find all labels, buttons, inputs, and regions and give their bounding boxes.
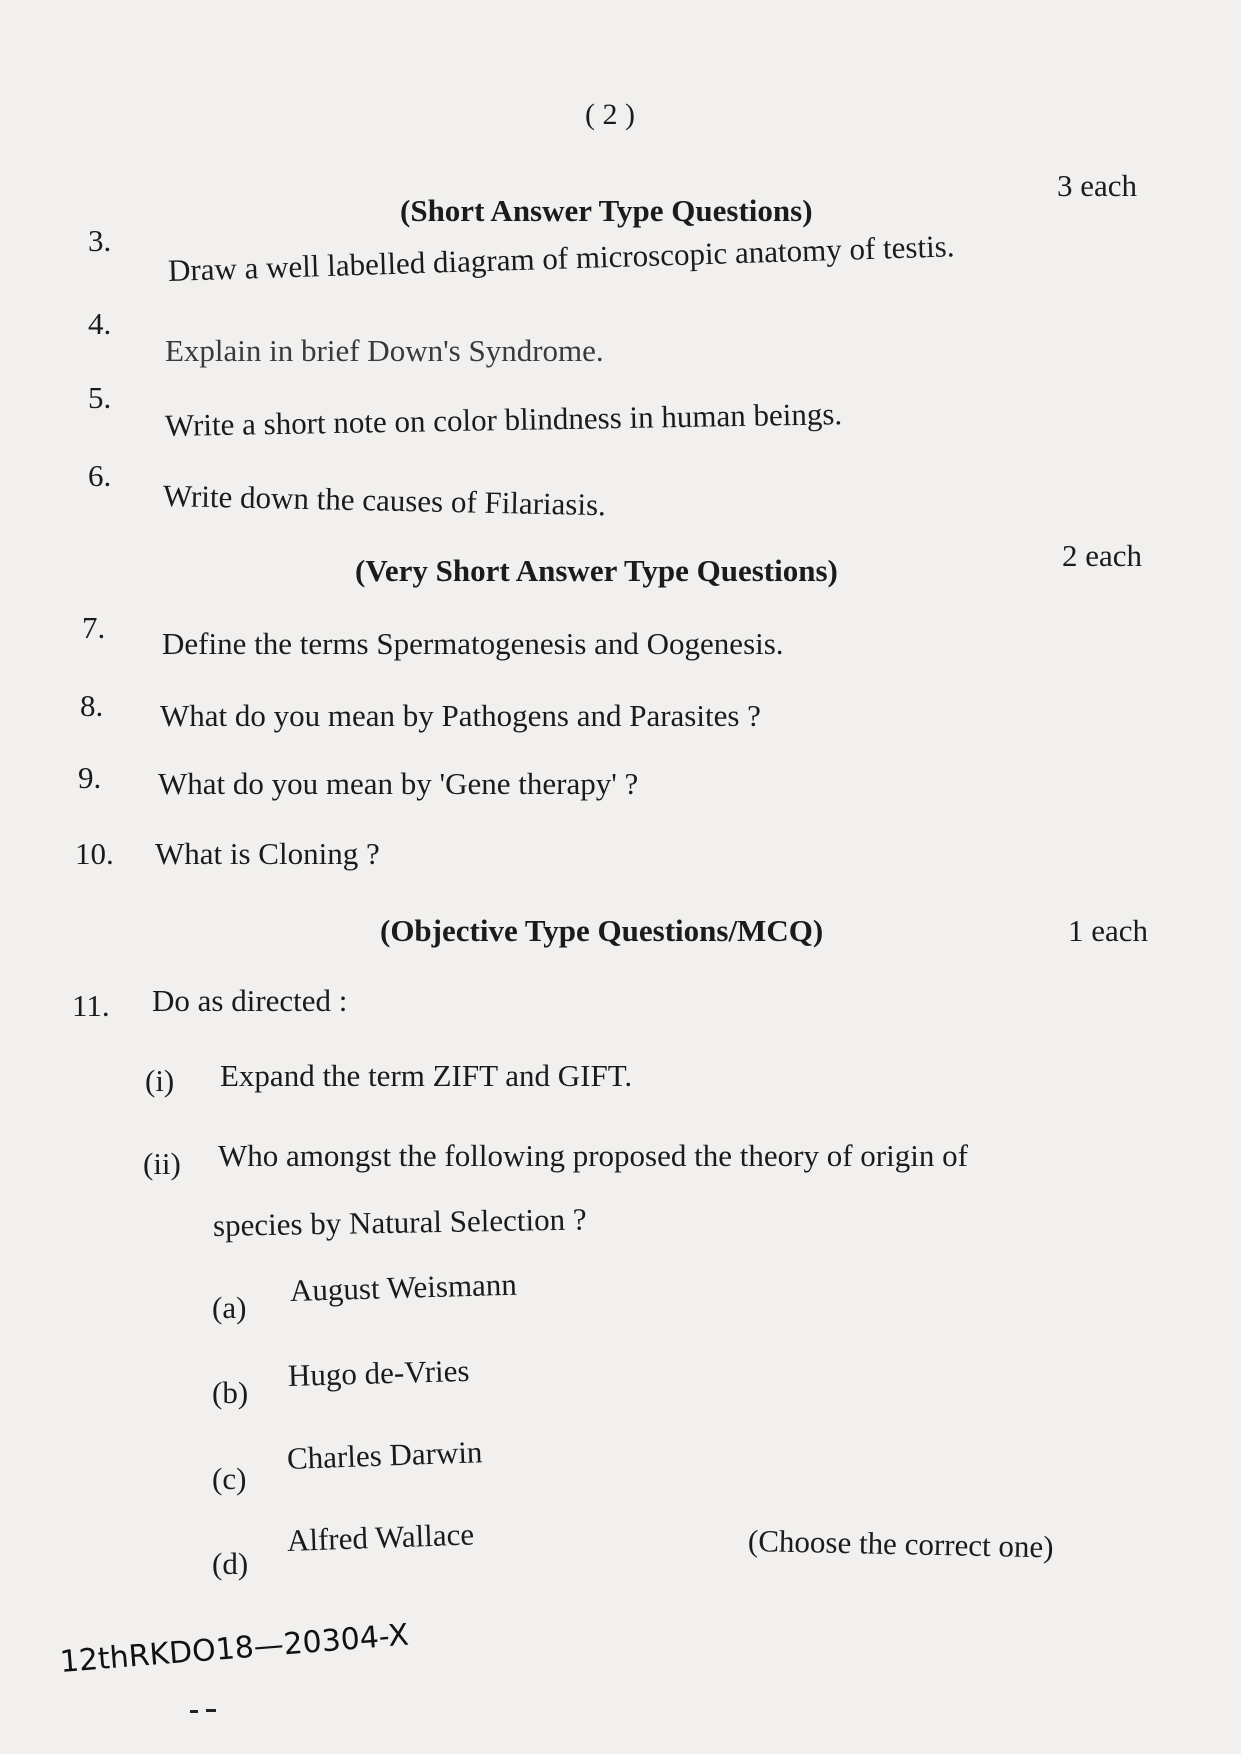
question-number: 3. [88,223,112,258]
option-text: Charles Darwin [286,1434,483,1476]
option-text: Hugo de-Vries [287,1352,470,1393]
footer-dash [206,1709,216,1712]
option-text: August Weismann [289,1266,518,1308]
question-number: 6. [88,458,112,493]
question-number: 5. [88,380,112,415]
question-text: Do as directed : [152,983,348,1018]
question-text: Write a short note on color blindness in human beings. [164,396,843,443]
paper-code: 12thRKDO18—20304-X [58,1617,410,1680]
option-label: (a) [212,1290,247,1325]
option-text: Alfred Wallace [286,1516,475,1558]
question-number: 8. [80,688,104,723]
question-number: 7. [82,610,106,645]
question-number: 9. [78,760,102,795]
question-text: Define the terms Spermatogenesis and Oogenesis. [162,626,784,661]
question-text: What do you mean by Pathogens and Parasites ? [160,698,761,733]
subpart-text: Expand the term ZIFT and GIFT. [220,1058,633,1093]
option-label: (b) [212,1375,249,1410]
question-number: 10. [75,836,114,871]
question-text: What is Cloning ? [155,836,380,871]
option-label: (c) [212,1461,247,1496]
footer-dash [190,1710,198,1713]
subpart-label: (i) [145,1063,175,1098]
question-text: Explain in brief Down's Syndrome. [165,333,604,368]
section-marks-very-short-answer: 2 each [1062,538,1143,573]
question-text: What do you mean by 'Gene therapy' ? [158,766,639,801]
option-label: (d) [212,1546,249,1581]
section-heading-very-short-answer: (Very Short Answer Type Questions) [355,553,838,588]
section-marks-objective: 1 each [1068,913,1149,948]
question-text: Draw a well labelled diagram of microscopic anatomy of testis. [167,228,955,288]
question-number: 4. [88,306,112,341]
section-heading-short-answer: (Short Answer Type Questions) [400,193,813,228]
subpart-label: (ii) [143,1146,181,1181]
section-heading-objective: (Objective Type Questions/MCQ) [380,913,824,948]
question-number: 11. [72,988,110,1023]
subpart-text-line2: species by Natural Selection ? [212,1201,587,1243]
page-number: ( 2 ) [585,98,635,131]
section-marks-short-answer: 3 each [1057,168,1138,203]
subpart-text-line1: Who amongst the following proposed the theory of origin of [218,1138,968,1173]
question-text: Write down the causes of Filariasis. [162,478,607,523]
mcq-instruction: (Choose the correct one) [747,1523,1054,1565]
